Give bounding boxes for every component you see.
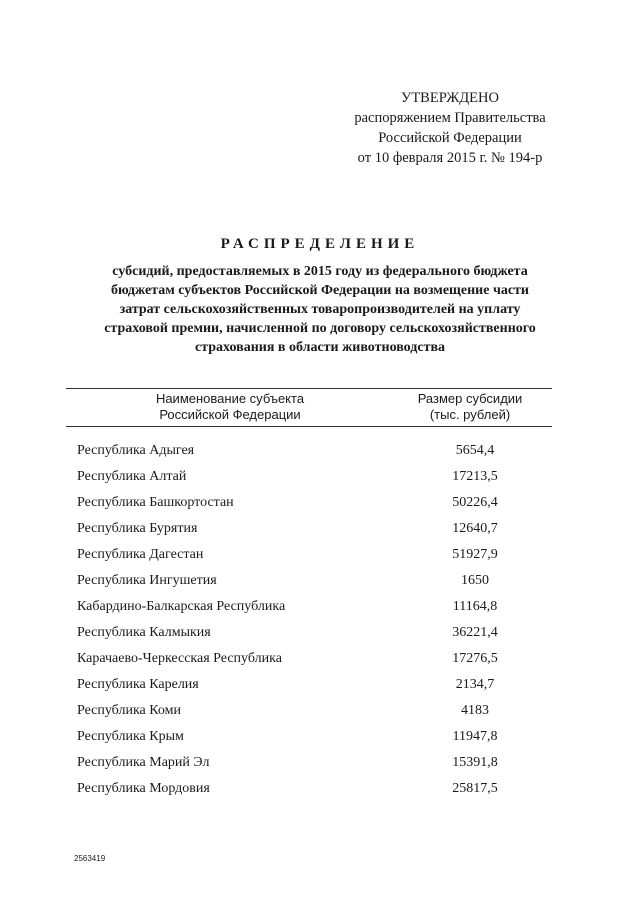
- document-title: РАСПРЕДЕЛЕНИЕ: [220, 236, 420, 252]
- approval-line-1: распоряжением Правительства: [354, 110, 546, 126]
- subsidy-amount: 11164,8: [452, 599, 498, 614]
- table-header-amount: [400, 391, 540, 423]
- region-name: Республика Башкортостан: [77, 495, 234, 510]
- table-row: [0, 495, 640, 521]
- table-row: [0, 729, 640, 755]
- subsidy-amount: 51927,9: [452, 547, 498, 562]
- header-amount-line-1: Размер субсидии: [417, 391, 523, 406]
- subtitle-line-3: затрат сельскохозяйственных товаропроизводителей на уплату: [119, 302, 521, 317]
- subsidy-amount: 50226,4: [452, 495, 498, 510]
- approval-heading: УТВЕРЖДЕНО: [401, 90, 499, 106]
- table-row: [0, 547, 640, 573]
- table-header-rule: [66, 426, 552, 427]
- header-name-line-1: Наименование субъекта: [155, 391, 305, 406]
- subsidy-amount: 17213,5: [452, 469, 498, 484]
- subsidy-amount: 1650: [461, 573, 489, 588]
- approval-line-3: от 10 февраля 2015 г. № 194-р: [357, 150, 543, 166]
- header-amount-line-2: (тыс. рублей): [429, 407, 511, 422]
- subsidy-amount: 15391,8: [452, 755, 498, 770]
- subtitle-line-4: страховой премии, начисленной по договору сельскохозяйственного: [104, 321, 536, 336]
- table-row: [0, 573, 640, 599]
- approval-line-2: Российской Федерации: [378, 130, 522, 146]
- subsidy-amount: 12640,7: [452, 521, 498, 536]
- region-name: Республика Алтай: [77, 469, 187, 484]
- table-row: [0, 625, 640, 651]
- table-row: [0, 599, 640, 625]
- table-row: [0, 469, 640, 495]
- region-name: Республика Калмыкия: [77, 625, 211, 640]
- region-name: Республика Марий Эл: [77, 755, 210, 770]
- table-row: [0, 651, 640, 677]
- table-row: [0, 443, 640, 469]
- subsidy-amount: 17276,5: [452, 651, 498, 666]
- approval-block: [340, 88, 560, 168]
- table-row: [0, 703, 640, 729]
- table-row: [0, 521, 640, 547]
- document-number: 2563419: [74, 854, 106, 863]
- table-body: [0, 443, 640, 807]
- region-name: Республика Крым: [77, 729, 184, 744]
- table-header-name: [120, 391, 340, 423]
- table-top-rule: [66, 388, 552, 389]
- document-subtitle: [70, 262, 570, 357]
- subtitle-line-1: субсидий, предоставляемых в 2015 году из федерального бюджета: [112, 264, 528, 279]
- header-name-line-2: Российской Федерации: [159, 407, 301, 422]
- region-name: Республика Бурятия: [77, 521, 198, 536]
- region-name: Республика Дагестан: [77, 547, 204, 562]
- subsidy-amount: 5654,4: [455, 443, 495, 458]
- subsidy-amount: 36221,4: [452, 625, 498, 640]
- table-row: [0, 781, 640, 807]
- region-name: Карачаево-Черкесская Республика: [77, 651, 282, 666]
- region-name: Республика Мордовия: [77, 781, 210, 796]
- subtitle-line-2: бюджетам субъектов Российской Федерации на возмещение части: [111, 283, 529, 298]
- region-name: Республика Адыгея: [77, 443, 195, 458]
- table-row: [0, 677, 640, 703]
- region-name: Республика Карелия: [77, 677, 199, 692]
- subsidy-amount: 2134,7: [455, 677, 495, 692]
- table-row: [0, 755, 640, 781]
- subtitle-line-5: страхования в области животноводства: [194, 340, 446, 355]
- region-name: Республика Ингушетия: [77, 573, 217, 588]
- region-name: Республика Коми: [77, 703, 181, 718]
- subsidy-amount: 11947,8: [452, 729, 498, 744]
- subsidy-amount: 25817,5: [452, 781, 498, 796]
- subsidy-amount: 4183: [461, 703, 489, 718]
- region-name: Кабардино-Балкарская Республика: [77, 599, 286, 614]
